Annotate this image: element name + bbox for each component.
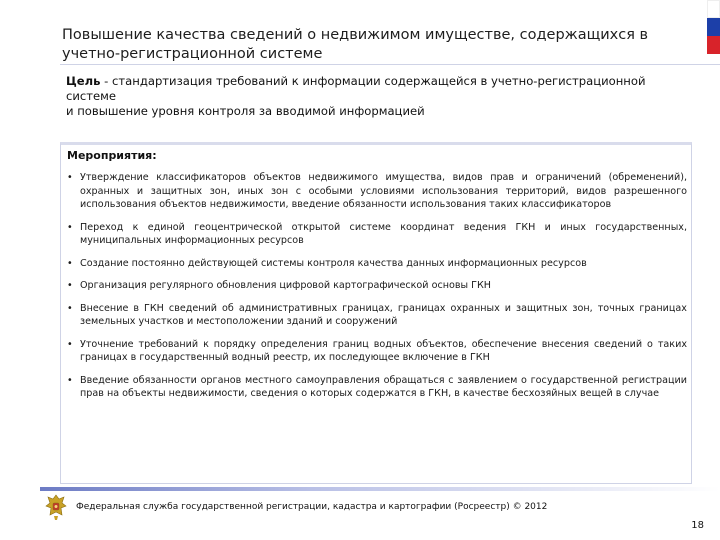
footer-text: Федеральная служба государственной регистрации, кадастра и картографии (Росреестр) © 2012 (76, 502, 548, 512)
list-item-text: Уточнение требований к порядку определения границ водных объектов, обеспечение внесения сведений о таких границах в государственный водный реестр, их последующее включение в ГКН (80, 338, 687, 363)
measures-panel (60, 142, 692, 484)
footer-divider (40, 487, 720, 491)
russian-flag-stripe (707, 0, 720, 54)
bullet: • (67, 302, 73, 314)
list-item (67, 338, 687, 365)
rosreestr-emblem-icon (44, 493, 68, 521)
measures-title: Мероприятия: (67, 149, 157, 162)
measures-list (67, 171, 687, 410)
list-item-text: Внесение в ГКН сведений об административных границах, границах охранных и защитных зон, точных границах земельных участков и местоположении зданий и сооружений (80, 302, 687, 327)
bullet: • (67, 280, 73, 291)
list-item-text: Утверждение классификаторов объектов недвижимого имущества, видов прав и ограничений (обременений), охранных и защитных зон, иных зон с особыми условиями использования территорий, видов разрешенного использования объектов недвижимости, введение обязанности использования таких классификаторов (80, 172, 687, 210)
list-item (67, 279, 687, 293)
bullet: • (67, 172, 73, 183)
goal-line-2: и повышение уровня контроля за вводимой информацией (66, 104, 425, 118)
list-item (67, 221, 687, 248)
list-item-text: Организация регулярного обновления цифровой картографической основы ГКН (80, 280, 492, 291)
goal-block (66, 74, 686, 119)
list-item (67, 302, 687, 329)
list-item (67, 257, 687, 271)
bullet: • (67, 374, 73, 386)
list-item-text: Переход к единой геоцентрической открытой системе координат ведения ГКН и иных государственных, муниципальных информационных ресурсов (80, 221, 687, 246)
goal-line-1: - стандартизация требований к информации содержащейся в учетно-регистрационной системе (66, 74, 646, 103)
bullet: • (67, 257, 73, 269)
list-item-text: Введение обязанности органов местного самоуправления обращаться с заявлением о государственной регистрации прав на объекты недвижимости, сведения о которых содержатся в ГКН, в качестве бесхозяйных вещей в случае (80, 374, 687, 399)
slide-title: Повышение качества сведений о недвижимом имуществе, содержащихся в учетно-регистрационной системе (62, 27, 649, 62)
list-item-text: Создание постоянно действующей системы контроля качества данных информационных ресурсов (80, 257, 587, 269)
list-item (67, 171, 687, 212)
flag-white-stripe (707, 0, 720, 18)
bullet: • (67, 221, 73, 233)
page-number: 18 (691, 520, 704, 531)
bullet: • (67, 338, 73, 350)
goal-label: Цель (66, 74, 101, 88)
title-divider (60, 64, 720, 65)
list-item (67, 374, 687, 401)
flag-red-stripe (707, 36, 720, 54)
flag-blue-stripe (707, 18, 720, 36)
